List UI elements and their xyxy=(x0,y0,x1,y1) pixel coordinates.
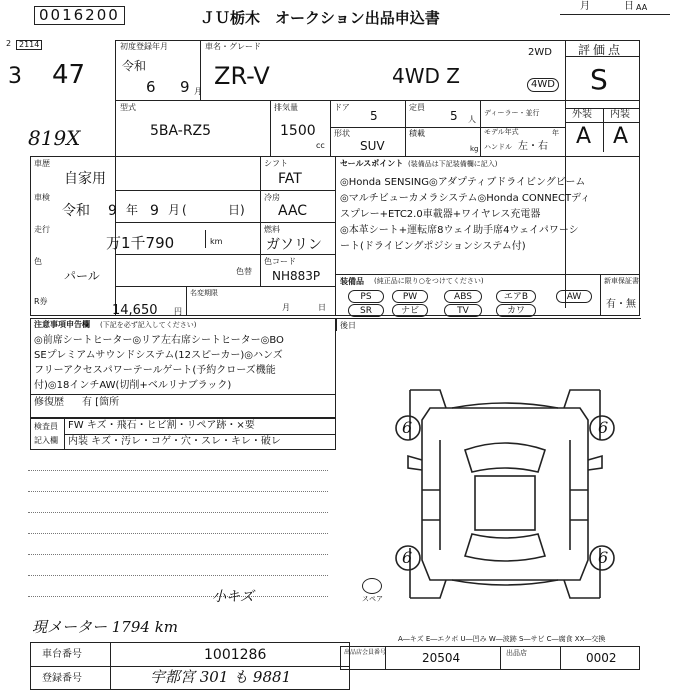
notes-label: 注意事項申告欄 xyxy=(34,320,90,329)
selling-point-line-1: ◎Honda SENSING◎アダプティブドライビングビーム xyxy=(340,177,586,188)
note-line-2: SEプレミアムサウンドシステム(12スピーカー)◎ハンズ xyxy=(34,350,283,361)
member-label: 出品店会員番号 xyxy=(344,649,387,656)
lot-number-prefix: 3 xyxy=(8,64,22,89)
date-month-label: 月 xyxy=(580,1,590,12)
tire-mark-rear-left: 6 xyxy=(402,548,413,567)
registration-label: 登録番号 xyxy=(42,673,82,684)
first-reg-label: 初度登録年月 xyxy=(120,42,168,51)
fuel-value: ガソリン xyxy=(266,237,322,253)
ac-label: 冷房 xyxy=(264,193,280,202)
inspection-day-close: 日) xyxy=(228,203,245,217)
inspection-era: 令和 xyxy=(62,203,90,219)
vehicle-grade: 4WD Z xyxy=(392,64,460,88)
tire-mark-front-left: 6 xyxy=(402,418,413,437)
mileage-value: 万1千790 xyxy=(106,234,175,252)
form-title: ＪＵ栃木 オークション出品申込書 xyxy=(200,9,440,27)
shift-value: FAT xyxy=(278,171,302,187)
displacement-label: 排気量 xyxy=(274,103,298,112)
selling-point-line-2: ◎マルチビューカメラシステム◎Honda CONNECTディ xyxy=(340,193,591,204)
load-unit: kg xyxy=(470,145,479,153)
registration-number: 宇都宮 301 も 9881 xyxy=(150,668,292,686)
note-line-3: フリーアクセスパワーテールゲート(予約クローズ機能 xyxy=(34,365,276,376)
chassis-number: 1001286 xyxy=(204,647,267,663)
color-code-label: 色コード xyxy=(264,257,296,266)
recycle-unit: 円 xyxy=(174,307,182,316)
model-year-label: モデル年式 xyxy=(484,128,519,136)
handle-label: ハンドル xyxy=(484,143,512,151)
color-value: パール xyxy=(64,269,100,283)
selling-points-note: (装備品は下記装備欄に記入) xyxy=(408,160,498,168)
model-year-suffix: 年 xyxy=(552,129,559,137)
doors-value: 5 xyxy=(370,109,378,123)
score-value: S xyxy=(590,63,608,96)
car-damage-diagram xyxy=(380,380,630,600)
date-day-label: 日 xyxy=(624,1,634,12)
color-change-label: 色替 xyxy=(236,267,252,276)
shape-label: 形状 xyxy=(334,129,350,138)
mileage-label: 走行 xyxy=(34,225,50,234)
name-change-label: 名変期限 xyxy=(190,289,218,297)
after-label: 後日 xyxy=(340,321,356,330)
color-code-value: NH883P xyxy=(272,269,321,283)
damage-remark: 小キズ xyxy=(212,589,254,605)
repair-value: 有 [箇所 xyxy=(82,397,120,408)
lot-handwritten: 819X xyxy=(28,126,81,150)
lot-prefix: 2 xyxy=(6,39,12,48)
exterior-grade: A xyxy=(576,124,592,149)
equipment-label: 装備品 xyxy=(340,277,364,286)
spare-tire-icon xyxy=(362,578,382,594)
actual-mileage: 現メーター 1794 km xyxy=(32,618,179,636)
note-line-4: 付)◎18インチAW(切削+ベルリナブラック) xyxy=(34,380,232,391)
recycle-amount: 14,650 xyxy=(112,303,158,318)
equip-ps: PS xyxy=(348,290,384,303)
tire-mark-front-right: 6 xyxy=(598,418,609,437)
equipment-note: (純正品に限り○をつけてください) xyxy=(374,277,484,285)
inspection-day-open: ( xyxy=(182,203,187,217)
serial-number: 0016200 xyxy=(34,6,125,25)
model-label: 型式 xyxy=(120,103,136,112)
vehicle-name: ZR-V xyxy=(214,62,270,90)
inspection-month: 9 xyxy=(150,203,159,219)
inspector-label-1: 検査員 xyxy=(34,422,58,431)
capacity-label: 定員 xyxy=(409,103,425,112)
equip-airbag: エアB xyxy=(496,290,536,303)
usage-value: 自家用 xyxy=(64,171,106,187)
interior-grade: A xyxy=(613,124,629,149)
selling-point-line-5: ート(ドライビングポジションシステム付) xyxy=(340,241,526,252)
lot-number: 47 xyxy=(52,60,86,90)
usage-label: 車歴 xyxy=(34,159,50,168)
warranty-label: 新車保証書 xyxy=(604,277,639,285)
ac-value: AAC xyxy=(278,203,308,219)
exterior-label: 外装 xyxy=(572,109,592,120)
capacity-unit: 人 xyxy=(468,115,476,124)
fuel-label: 燃料 xyxy=(264,225,280,234)
displacement-unit: cc xyxy=(316,141,325,150)
chassis-label: 車台番号 xyxy=(42,649,82,660)
dealer-label: ディーラー・並行 xyxy=(484,109,540,117)
selling-points-label: セールスポイント xyxy=(340,159,404,168)
equip-pw: PW xyxy=(392,290,428,303)
shape-value: SUV xyxy=(360,139,385,153)
equip-aw: AW xyxy=(556,290,592,303)
capacity-value: 5 xyxy=(450,109,458,123)
recycle-label: R券 xyxy=(34,297,48,306)
date-suffix: AA xyxy=(636,3,648,12)
selling-point-line-3: スプレー+ETC2.0車載器+ワイヤレス充電器 xyxy=(340,209,541,220)
color-label: 色 xyxy=(34,257,42,266)
vehicle-name-label: 車名・グレード xyxy=(205,42,261,51)
inspection-label: 車検 xyxy=(34,193,50,202)
doors-label: ドア xyxy=(334,103,350,112)
note-line-1: ◎前席シートヒーター◎リア左右席シートヒーター◎BO xyxy=(34,335,284,346)
inspection-month-unit: 月 xyxy=(168,203,181,217)
notes-sub: (下記を必ず記入してください) xyxy=(100,321,197,329)
inspection-year: 9 xyxy=(108,203,117,219)
seller-label: 出品店 xyxy=(506,649,527,657)
first-reg-month: 9 xyxy=(180,78,190,96)
load-label: 積載 xyxy=(409,129,425,138)
first-reg-month-unit: 月 xyxy=(194,87,202,96)
member-number: 20504 xyxy=(422,651,461,665)
warranty-options: 有・無 xyxy=(606,299,636,310)
repair-label: 修復歴 xyxy=(34,397,64,408)
name-change-day: 日 xyxy=(318,303,326,312)
drive-4wd: 4WD xyxy=(527,78,559,92)
displacement-value: 1500 xyxy=(280,123,316,139)
name-change-month: 月 xyxy=(282,303,290,312)
mileage-unit: km xyxy=(210,237,223,246)
tire-mark-rear-right: 6 xyxy=(598,548,609,567)
handle-options: 左・右 xyxy=(518,141,548,152)
shift-label: シフト xyxy=(264,159,288,168)
equip-leather: カワ xyxy=(496,304,536,317)
spare-label: スペア xyxy=(362,595,383,603)
equip-tv: TV xyxy=(444,304,482,317)
equip-abs: ABS xyxy=(444,290,482,303)
model-code: 5BA-RZ5 xyxy=(150,123,212,139)
inspector-row-1: FW キズ・飛石・ヒビ割・リペア跡・×要 xyxy=(68,420,255,431)
seller-number: 0002 xyxy=(586,651,617,665)
inspection-year-unit: 年 xyxy=(126,203,139,217)
drive-2wd: 2WD xyxy=(528,47,552,58)
interior-label: 内装 xyxy=(610,109,630,120)
equip-sr: SR xyxy=(348,304,384,317)
damage-legend: A―キズ E―エクボ U―凹み W―波跡 S―サビ C―腐食 XX―交換 xyxy=(398,635,606,643)
score-label: 評価点 xyxy=(578,43,624,57)
selling-point-line-4: ◎本革シート+運転席8ウェイ助手席4ウェイパワーシ xyxy=(340,225,579,236)
lot-code: 2114 xyxy=(16,40,42,50)
inspector-row-2: 内装 キズ・汚レ・コゲ・穴・スレ・キレ・破レ xyxy=(68,436,281,447)
equip-navi: ナビ xyxy=(392,304,428,317)
inspector-label-2: 記入欄 xyxy=(34,436,58,445)
first-reg-era: 令和 xyxy=(122,59,147,73)
first-reg-year: 6 xyxy=(146,78,156,96)
